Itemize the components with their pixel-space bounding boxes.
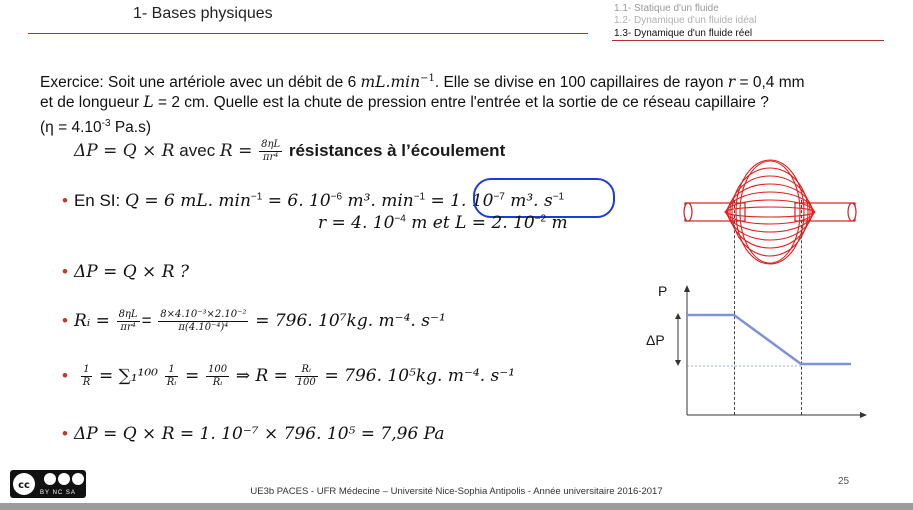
eq-part: m³. min	[342, 191, 414, 211]
unit-ml-min: mL.min	[360, 73, 421, 92]
fraction	[117, 309, 140, 334]
numerator: 1	[165, 364, 179, 377]
exercise-text: et de longueur	[40, 94, 144, 111]
exponent: −1	[420, 73, 435, 84]
var-L: L	[143, 93, 154, 111]
cc-license-text: BY NC SA	[40, 490, 76, 496]
eq-part: ΔP = Q × R = 1. 10⁻⁷ × 796. 10⁵ = 7,96 Pa	[73, 424, 445, 444]
circled-value: 1. 10	[450, 191, 494, 211]
handwritten-circle-annotation	[473, 178, 615, 218]
bullet-si-line2	[318, 213, 568, 233]
denominator: Rᵢ	[212, 377, 223, 388]
dp-arrow-down	[675, 360, 681, 366]
nav-item-dynamique-reel[interactable]: 1.3- Dynamique d'un fluide réel	[614, 28, 753, 39]
eq-part: r = 4. 10	[318, 213, 395, 233]
formula-dp: ΔP = Q × R	[74, 140, 175, 161]
eq-part: =	[425, 191, 451, 211]
bullet-icon: •	[62, 191, 68, 210]
eta-value: (η = 4.10	[40, 119, 102, 137]
fraction	[206, 364, 229, 389]
fraction	[165, 364, 179, 389]
numerator: 1	[81, 364, 93, 377]
eq-part: ⇒ R =	[235, 365, 288, 386]
bullet-final	[62, 424, 444, 444]
exercise-line-2	[40, 92, 900, 113]
eta-unit: Pa.s)	[110, 119, 152, 137]
bullet-ri: • Rᵢ = $\frac{8\eta L}{\text{πr⁴}}$ = $\frac{\text{8×4.10⁻³×2.10⁻²}}{\text{π(4.10⁻⁴)⁴}}$ = 796. 10⁷kg. m⁻⁴. s⁻¹	[62, 309, 446, 333]
exercise-line-3	[40, 113, 151, 138]
graph-x-arrow	[860, 412, 867, 418]
exponent: −6	[330, 191, 343, 203]
fraction	[259, 139, 282, 164]
fraction	[295, 364, 318, 389]
artery-right-end	[848, 203, 856, 221]
bullet-dp	[62, 262, 189, 282]
pressure-graph	[670, 283, 870, 423]
numerator: 100	[208, 364, 228, 375]
bullet-prefix: En SI:	[73, 191, 125, 210]
numerator: 8ηL	[118, 309, 138, 320]
exponent: −1	[413, 191, 426, 203]
denominator: R	[82, 377, 91, 388]
header-divider-right	[612, 40, 884, 41]
denominator: πr⁴	[262, 152, 279, 163]
pressure-curve	[687, 315, 851, 364]
nav-item-statique[interactable]: 1.1- Statique d'un fluide	[614, 3, 719, 14]
bullet-r-total	[62, 364, 515, 389]
eq-part: Rᵢ =	[73, 310, 110, 331]
formula-avec: avec	[174, 140, 220, 160]
exercise-text: = 0,4 mm	[735, 74, 805, 92]
page-number: 25	[838, 476, 850, 487]
circled-unit: m³. s	[504, 191, 553, 211]
exercise-text: . Elle se divise en 100 capillaires de rayon	[434, 74, 728, 92]
eq-part: = 796. 10⁷kg. m⁻⁴. s⁻¹	[255, 310, 446, 331]
exercise-text: Exercice: Soit une artériole avec un débit de 6	[40, 74, 361, 92]
capillary-network-illustration	[680, 150, 860, 270]
footer-bar	[0, 503, 913, 510]
exercise-line-1	[40, 68, 900, 93]
numerator: 8×4.10⁻³×2.10⁻²	[160, 309, 247, 320]
graph-dp-label: ΔP	[646, 332, 665, 348]
graph-y-arrow	[684, 285, 690, 292]
bullet-icon: •	[62, 262, 68, 281]
eq-part: ΔP = Q × R ?	[73, 262, 190, 282]
eq-part: = 796. 10⁵kg. m⁻⁴. s⁻¹	[324, 365, 516, 386]
graph-p-label: P	[658, 283, 668, 299]
eq-part: m et L = 2. 10	[405, 213, 535, 233]
footer-text: UE3b PACES - UFR Médecine – Université Nice-Sophia Antipolis - Année universitaire 2016-2017	[250, 486, 663, 497]
formula-label: résistances à l’écoulement	[288, 140, 506, 160]
eq-part: Q = 6 mL. min	[124, 191, 251, 211]
nav-item-dynamique-ideal[interactable]: 1.2- Dynamique d'un fluide idéal	[614, 15, 757, 26]
eq-part: = 6. 10	[262, 191, 331, 211]
dp-arrow-up	[675, 313, 681, 319]
eq-part: = ∑₁¹⁰⁰	[98, 365, 158, 386]
exponent: −7	[493, 191, 505, 203]
exponent: −1	[552, 191, 565, 203]
exponent: -3	[101, 118, 111, 129]
slide-title: 1- Bases physiques	[133, 5, 273, 22]
formula-r: R =	[219, 140, 253, 161]
denominator: πr⁴	[120, 322, 136, 333]
eq-part: m	[546, 213, 568, 233]
svg-text:cc: cc	[18, 480, 30, 491]
bullet-icon: •	[62, 424, 68, 443]
fraction	[158, 309, 248, 334]
bullet-icon: •	[62, 365, 68, 385]
eq-part: =	[185, 365, 200, 386]
numerator: 8ηL	[261, 139, 281, 150]
fraction	[81, 364, 93, 389]
denominator: 100	[296, 377, 316, 388]
artery-left-end	[684, 203, 692, 221]
bullet-icon: •	[62, 310, 68, 330]
header-divider	[28, 33, 588, 34]
exponent: −4	[394, 213, 406, 225]
exercise-text: = 2 cm. Quelle est la chute de pression entre l'entrée et la sortie de ce réseau capillaire ?	[153, 94, 769, 111]
exponent: −1	[250, 191, 263, 203]
denominator: π(4.10⁻⁴)⁴	[178, 322, 229, 333]
numerator: Rᵢ	[295, 364, 318, 377]
exponent: −2	[534, 213, 547, 225]
main-formula	[74, 139, 505, 164]
denominator: Rᵢ	[166, 377, 177, 388]
var-r: r	[727, 73, 736, 92]
